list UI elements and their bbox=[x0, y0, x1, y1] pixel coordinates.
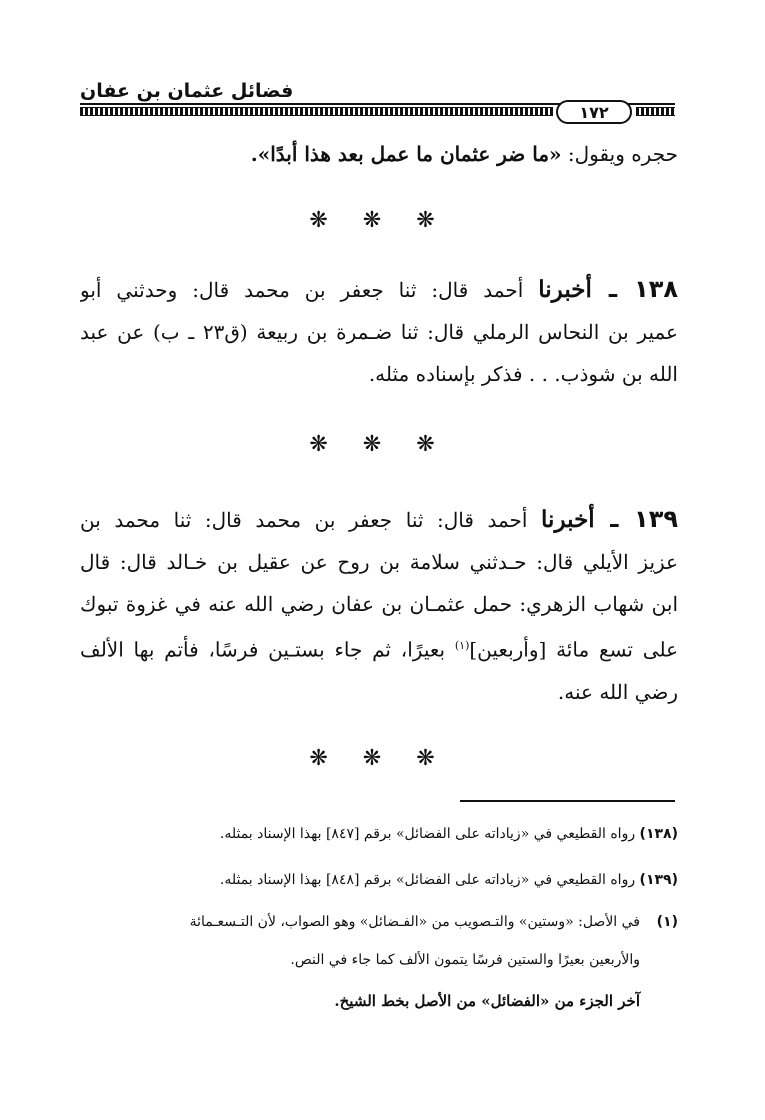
hadith-text: أحمد قال: ثنا جعفر بن محمد قال: ثنا محمد بن bbox=[80, 508, 542, 532]
footnote-1-continuation: والأربعين بعيرًا والستين فرسًا يتمون الألف كما جاء في النص. bbox=[290, 952, 640, 968]
footnote-text: في الأصل: «وستين» والتـصويب من «الفـضائل» وهو الصواب، لأن التـسعـمائة bbox=[189, 914, 640, 930]
footnote-138 bbox=[80, 826, 678, 842]
footnote-ref: (١) bbox=[656, 914, 678, 930]
intro-quote: «ما ضر عثمان ما عمل بعد هذا أبدًا». bbox=[250, 142, 562, 166]
footnote-text: رواه القطيعي في «زياداته على الفضائل» برقم [٨٤٧] بهذا الإسناد بمثله. bbox=[219, 826, 640, 842]
hadith-text: ابن شهاب الزهري: حمل عثمـان بن عفان رضي الله عنه في غزوة تبوك bbox=[80, 592, 678, 616]
footnote-marker[interactable]: (١) bbox=[454, 639, 470, 652]
hadith-text: عمير بن النحاس الرملي قال: ثنا ضـمرة بن ربيعة (ق٢٣ ـ ب) عن عبد bbox=[80, 320, 678, 344]
hadith-text: رضي الله عنه. bbox=[557, 679, 678, 704]
header-ornament-band bbox=[80, 107, 553, 116]
hadith-139 bbox=[80, 498, 678, 713]
hadith-text: بعيرًا، ثم جاء بستـين فرسًا، فأتم بها الألف bbox=[80, 637, 455, 662]
footnote-ref: (١٣٨) bbox=[639, 826, 678, 842]
hadith-dash: ـ bbox=[594, 505, 635, 533]
intro-prefix: حجره ويقول: bbox=[561, 142, 678, 166]
section-separator: ❋ ❋ ❋ bbox=[309, 746, 449, 771]
hadith-number: ١٣٨ bbox=[634, 275, 678, 303]
closing-note: آخر الجزء من «الفضائل» من الأصل بخط الشيخ. bbox=[334, 992, 640, 1010]
hadith-lead: أخبرنا bbox=[538, 276, 592, 303]
section-separator: ❋ ❋ ❋ bbox=[309, 208, 449, 233]
section-separator: ❋ ❋ ❋ bbox=[309, 432, 449, 457]
hadith-138 bbox=[80, 268, 678, 395]
page-number: ١٧٢ bbox=[556, 100, 632, 124]
hadith-lead: أخبرنا bbox=[541, 506, 595, 533]
hadith-text: الله بن شوذب. . . فذكر بإسناده مثله. bbox=[368, 362, 678, 386]
hadith-text: أحمد قال: ثنا جعفر بن محمد قال: وحدثني أبو bbox=[80, 278, 539, 302]
running-title: فضائل عثمان بن عفان bbox=[80, 80, 294, 102]
footnote-139 bbox=[80, 872, 678, 888]
header-ornament-band bbox=[636, 107, 675, 116]
hadith-text: على تسع مائة [وأربعين] bbox=[469, 637, 678, 662]
footnote-ref: (١٣٩) bbox=[639, 872, 678, 888]
footnote-text: رواه القطيعي في «زياداته على الفضائل» برقم [٨٤٨] بهذا الإسناد بمثله. bbox=[219, 872, 640, 888]
footnote-1 bbox=[80, 914, 678, 930]
hadith-text: عزيز الأيلي قال: حـدثني سلامة بن روح عن عقيل بن خـالد قال: قال bbox=[80, 550, 678, 574]
hadith-dash: ـ bbox=[591, 275, 635, 303]
hadith-number: ١٣٩ bbox=[634, 505, 678, 533]
footnote-rule bbox=[460, 800, 675, 802]
intro-paragraph bbox=[80, 133, 678, 175]
